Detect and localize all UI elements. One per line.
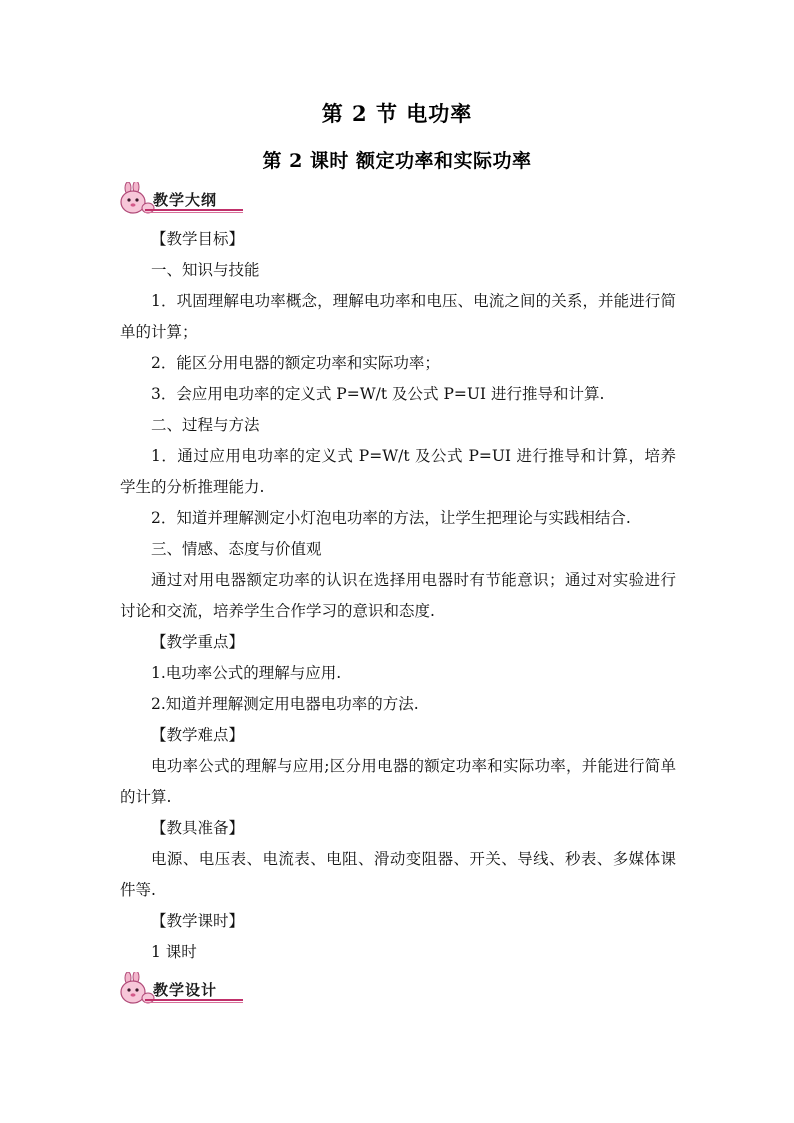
badge-underline	[145, 999, 243, 1001]
subheading-knowledge: 一、知识与技能	[151, 261, 260, 279]
badge-underline-thin	[145, 1002, 243, 1003]
paragraph: 1 课时	[151, 943, 197, 961]
paragraph: 电源、电压表、电流表、电阻、滑动变阻器、开关、导线、秒表、多媒体课件等.	[120, 850, 676, 899]
paragraph: 2．能区分用电器的额定功率和实际功率；	[151, 354, 440, 372]
heading-periods: 【教学课时】	[151, 912, 245, 930]
subheading-process: 二、过程与方法	[151, 416, 260, 434]
subheading-attitude: 三、情感、态度与价值观	[151, 540, 322, 558]
paragraph: 1.电功率公式的理解与应用.	[151, 664, 342, 682]
paragraph: 通过对用电器额定功率的认识在选择用电器时有节能意识；通过对实验进行讨论和交流，培养学生合作学习的意识和态度.	[120, 571, 676, 620]
heading-difficulties: 【教学难点】	[151, 726, 245, 744]
paragraph: 2．知道并理解测定小灯泡电功率的方法，让学生把理论与实践相结合.	[151, 509, 631, 527]
badge-underline	[145, 209, 243, 211]
heading-materials: 【教具准备】	[151, 819, 245, 837]
heading-objectives: 【教学目标】	[151, 230, 245, 248]
section-badge-design	[117, 972, 243, 1006]
page-title: 第 2 节 电功率	[321, 101, 473, 126]
heading-key-points: 【教学重点】	[151, 633, 245, 651]
badge-label: 教学大纲	[153, 191, 218, 209]
document-body	[120, 224, 676, 968]
section-badge-outline	[117, 182, 243, 216]
badge-label: 教学设计	[153, 981, 218, 999]
paragraph: 3．会应用电功率的定义式 P=W/t 及公式 P=UI 进行推导和计算.	[151, 385, 605, 403]
page-subtitle: 第 2 课时 额定功率和实际功率	[262, 150, 532, 172]
paragraph: 电功率公式的理解与应用;区分用电器的额定功率和实际功率，并能进行简单的计算.	[120, 757, 676, 806]
paragraph: 1．巩固理解电功率概念，理解电功率和电压、电流之间的关系，并能进行简单的计算；	[120, 292, 676, 341]
paragraph: 2.知道并理解测定用电器电功率的方法.	[151, 695, 419, 713]
badge-underline-thin	[145, 212, 243, 213]
paragraph: 1．通过应用电功率的定义式 P=W/t 及公式 P=UI 进行推导和计算，培养学生的分析推理能力.	[120, 447, 676, 496]
